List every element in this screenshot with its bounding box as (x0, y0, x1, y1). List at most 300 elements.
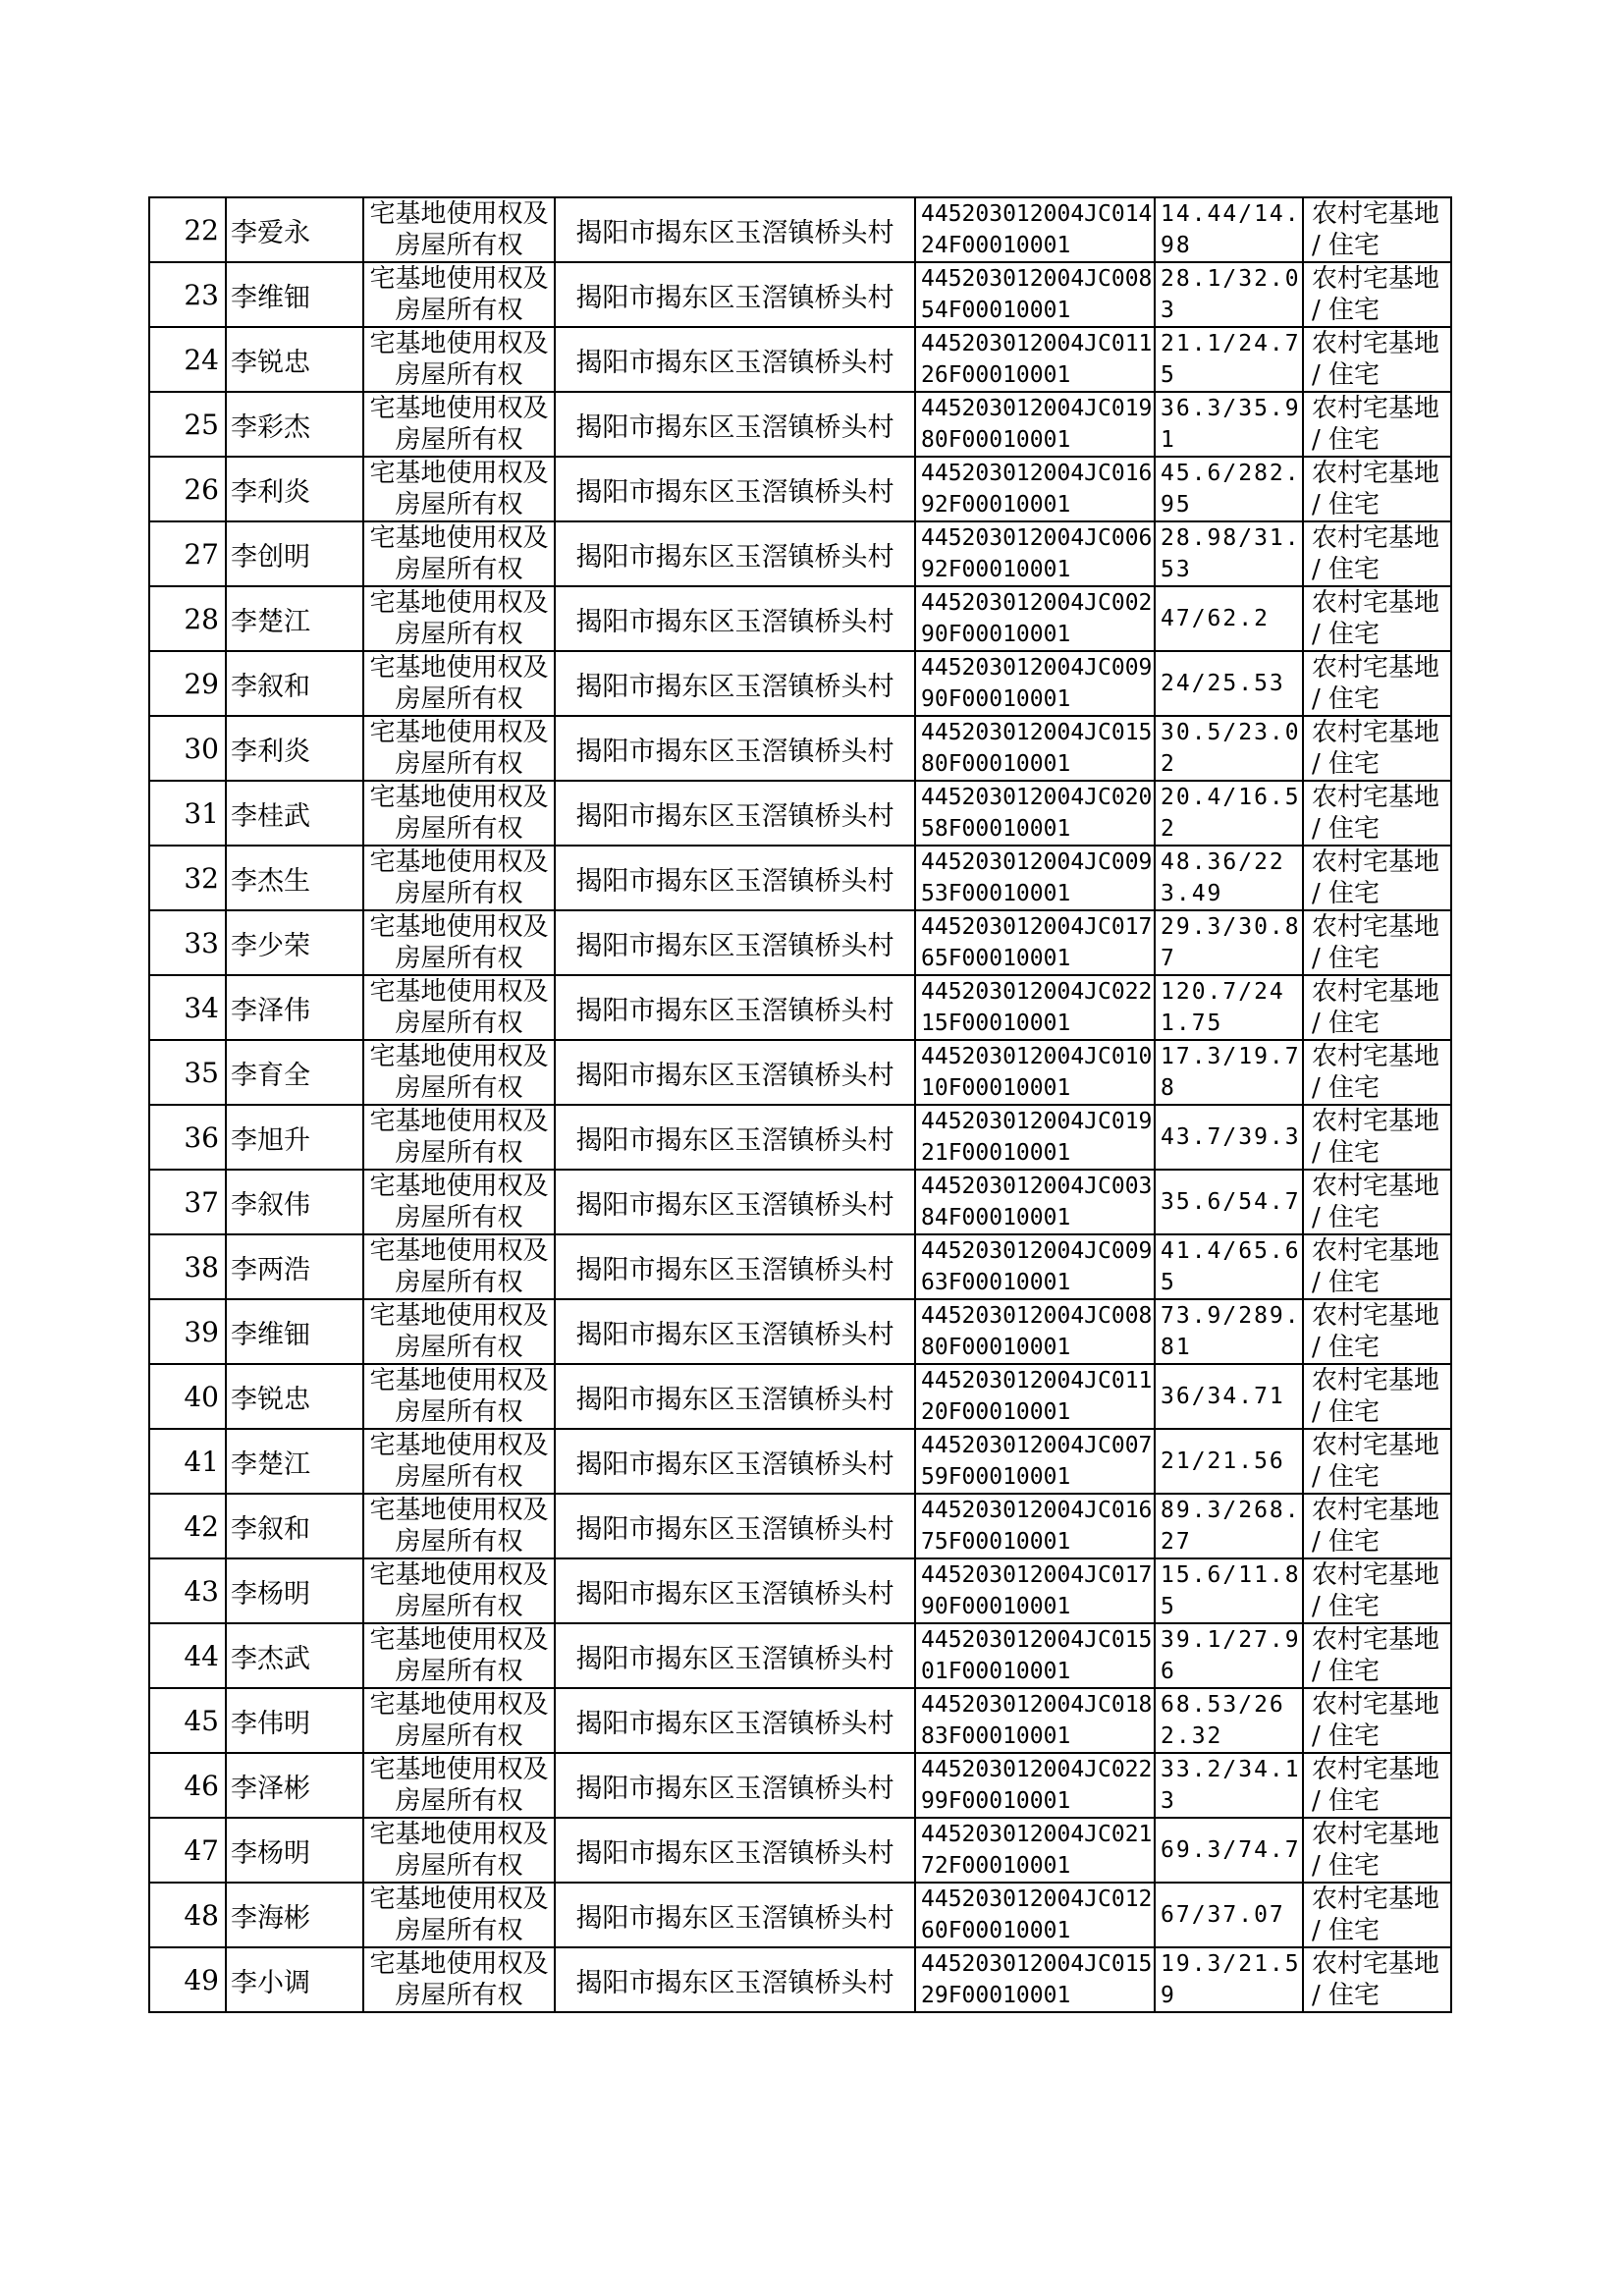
location-cell-text: 揭阳市揭东区玉滘镇桥头村 (575, 1708, 894, 1739)
use-type-cell (1303, 716, 1451, 781)
use-type-cell-text: 农村宅基地 / 住宅 (1312, 912, 1440, 973)
location-cell-text: 揭阳市揭东区玉滘镇桥头村 (575, 736, 894, 767)
owner-name-cell-text: 李桂武 (231, 800, 310, 832)
use-type-cell-text: 农村宅基地 / 住宅 (1312, 1042, 1440, 1103)
unit-code-cell (915, 1883, 1155, 1947)
row-number-cell-text: 46 (184, 1769, 219, 1802)
right-type-cell-text: 宅基地使用权及房屋所有权 (369, 523, 549, 584)
row-number-cell (149, 327, 226, 392)
owner-name-cell-text: 李杨明 (231, 1578, 310, 1610)
owner-name-cell-text: 李泽伟 (231, 995, 310, 1026)
table-row (149, 651, 1451, 716)
right-type-cell-text: 宅基地使用权及房屋所有权 (369, 1366, 549, 1427)
owner-name-cell-text: 李维钿 (231, 1319, 310, 1350)
right-type-cell (363, 1364, 555, 1429)
right-type-cell-text: 宅基地使用权及房屋所有权 (369, 912, 549, 973)
owner-name-cell-text: 李育全 (231, 1060, 310, 1091)
right-type-cell-text: 宅基地使用权及房屋所有权 (369, 1236, 549, 1297)
unit-code-cell-text: 445203012004JC01921F00010001 (921, 1109, 1153, 1166)
location-cell (555, 197, 915, 262)
table-row (149, 1170, 1451, 1234)
location-cell (555, 521, 915, 586)
row-number-cell (149, 975, 226, 1040)
right-type-cell (363, 1105, 555, 1170)
table-row (149, 327, 1451, 392)
owner-name-cell-text: 李杰武 (231, 1643, 310, 1674)
unit-code-cell-text: 445203012004JC01120F00010001 (921, 1368, 1153, 1425)
location-cell (555, 781, 915, 846)
area-cell-text: 39.1/27.96 (1161, 1627, 1301, 1684)
row-number-cell-text: 49 (184, 1963, 219, 1996)
area-cell (1155, 1753, 1303, 1818)
right-type-cell (363, 586, 555, 651)
use-type-cell (1303, 1299, 1451, 1364)
row-number-cell-text: 32 (184, 861, 219, 895)
row-number-cell-text: 35 (184, 1056, 219, 1089)
use-type-cell-text: 农村宅基地 / 住宅 (1312, 1625, 1440, 1686)
owner-name-cell-text: 李楚江 (231, 606, 310, 637)
unit-code-cell-text: 445203012004JC02215F00010001 (921, 979, 1153, 1036)
area-cell (1155, 1170, 1303, 1234)
location-cell (555, 1883, 915, 1947)
right-type-cell-text: 宅基地使用权及房屋所有权 (369, 1625, 549, 1686)
use-type-cell (1303, 781, 1451, 846)
right-type-cell (363, 975, 555, 1040)
owner-name-cell (226, 1623, 363, 1688)
location-cell (555, 1364, 915, 1429)
area-cell-text: 20.4/16.52 (1161, 785, 1301, 842)
owner-name-cell-text: 李利炎 (231, 736, 310, 767)
row-number-cell (149, 1883, 226, 1947)
owner-name-cell-text: 李少荣 (231, 930, 310, 961)
registration-table (148, 196, 1452, 2013)
location-cell-text: 揭阳市揭东区玉滘镇桥头村 (575, 995, 894, 1026)
table-row (149, 1818, 1451, 1883)
use-type-cell-text: 农村宅基地 / 住宅 (1312, 1949, 1440, 2010)
area-cell (1155, 846, 1303, 910)
use-type-cell-text: 农村宅基地 / 住宅 (1312, 523, 1440, 584)
area-cell-text: 30.5/23.02 (1161, 720, 1301, 777)
area-cell-text: 48.36/223.49 (1161, 849, 1285, 906)
table-row (149, 262, 1451, 327)
row-number-cell (149, 392, 226, 457)
owner-name-cell-text: 李维钿 (231, 282, 310, 313)
location-cell-text: 揭阳市揭东区玉滘镇桥头村 (575, 1060, 894, 1091)
unit-code-cell (915, 1364, 1155, 1429)
unit-code-cell-text: 445203012004JC01501F00010001 (921, 1627, 1153, 1684)
owner-name-cell-text: 李叙伟 (231, 1189, 310, 1221)
unit-code-cell-text: 445203012004JC01790F00010001 (921, 1562, 1153, 1619)
table-row (149, 521, 1451, 586)
row-number-cell (149, 197, 226, 262)
area-cell-text: 14.44/14.98 (1161, 201, 1301, 258)
owner-name-cell-text: 李锐忠 (231, 347, 310, 378)
row-number-cell (149, 1429, 226, 1494)
owner-name-cell-text: 李两浩 (231, 1254, 310, 1285)
right-type-cell-text: 宅基地使用权及房屋所有权 (369, 1885, 549, 1945)
right-type-cell (363, 1170, 555, 1234)
area-cell-text: 35.6/54.7 (1161, 1189, 1301, 1215)
table-row (149, 392, 1451, 457)
right-type-cell (363, 1040, 555, 1105)
right-type-cell-text: 宅基地使用权及房屋所有权 (369, 1107, 549, 1168)
right-type-cell (363, 457, 555, 521)
owner-name-cell-text: 李楚江 (231, 1448, 310, 1480)
owner-name-cell-text: 李泽彬 (231, 1773, 310, 1804)
right-type-cell (363, 521, 555, 586)
row-number-cell (149, 1623, 226, 1688)
right-type-cell-text: 宅基地使用权及房屋所有权 (369, 459, 549, 519)
owner-name-cell (226, 910, 363, 975)
location-cell-text: 揭阳市揭东区玉滘镇桥头村 (575, 930, 894, 961)
unit-code-cell (915, 197, 1155, 262)
row-number-cell-text: 38 (184, 1250, 219, 1284)
area-cell-text: 45.6/282.95 (1161, 461, 1301, 518)
location-cell (555, 910, 915, 975)
location-cell-text: 揭阳市揭东区玉滘镇桥头村 (575, 217, 894, 248)
use-type-cell-text: 农村宅基地 / 住宅 (1312, 1885, 1440, 1945)
row-number-cell-text: 39 (184, 1315, 219, 1348)
unit-code-cell (915, 586, 1155, 651)
row-number-cell-text: 47 (184, 1833, 219, 1867)
location-cell-text: 揭阳市揭东区玉滘镇桥头村 (575, 1254, 894, 1285)
owner-name-cell (226, 781, 363, 846)
location-cell (555, 1299, 915, 1364)
unit-code-cell (915, 1947, 1155, 2012)
owner-name-cell (226, 1429, 363, 1494)
location-cell-text: 揭阳市揭东区玉滘镇桥头村 (575, 1837, 894, 1869)
unit-code-cell (915, 1040, 1155, 1105)
right-type-cell-text: 宅基地使用权及房屋所有权 (369, 588, 549, 649)
right-type-cell (363, 1558, 555, 1623)
unit-code-cell (915, 1170, 1155, 1234)
use-type-cell-text: 农村宅基地 / 住宅 (1312, 1820, 1440, 1881)
use-type-cell-text: 农村宅基地 / 住宅 (1312, 977, 1440, 1038)
location-cell-text: 揭阳市揭东区玉滘镇桥头村 (575, 1967, 894, 1998)
location-cell (555, 1623, 915, 1688)
owner-name-cell-text: 李杰生 (231, 865, 310, 897)
right-type-cell (363, 1753, 555, 1818)
location-cell (555, 586, 915, 651)
row-number-cell (149, 1040, 226, 1105)
unit-code-cell-text: 445203012004JC02058F00010001 (921, 785, 1153, 842)
location-cell (555, 392, 915, 457)
unit-code-cell-text: 445203012004JC01010F00010001 (921, 1044, 1153, 1101)
owner-name-cell (226, 1105, 363, 1170)
area-cell (1155, 262, 1303, 327)
use-type-cell-text: 农村宅基地 / 住宅 (1312, 588, 1440, 649)
location-cell (555, 1947, 915, 2012)
location-cell-text: 揭阳市揭东区玉滘镇桥头村 (575, 1902, 894, 1934)
area-cell-text: 120.7/241.75 (1161, 979, 1285, 1036)
table-row (149, 1558, 1451, 1623)
table-row (149, 1429, 1451, 1494)
area-cell (1155, 457, 1303, 521)
unit-code-cell-text: 445203012004JC01126F00010001 (921, 331, 1153, 388)
row-number-cell (149, 910, 226, 975)
use-type-cell-text: 农村宅基地 / 住宅 (1312, 1236, 1440, 1297)
area-cell (1155, 586, 1303, 651)
unit-code-cell (915, 1299, 1155, 1364)
use-type-cell (1303, 457, 1451, 521)
area-cell (1155, 1558, 1303, 1623)
table-row (149, 197, 1451, 262)
owner-name-cell-text: 李海彬 (231, 1902, 310, 1934)
area-cell-text: 68.53/262.32 (1161, 1692, 1285, 1749)
owner-name-cell (226, 975, 363, 1040)
unit-code-cell-text: 445203012004JC01883F00010001 (921, 1692, 1153, 1749)
owner-name-cell (226, 457, 363, 521)
owner-name-cell (226, 262, 363, 327)
use-type-cell (1303, 1753, 1451, 1818)
area-cell-text: 28.98/31.53 (1161, 525, 1301, 582)
use-type-cell-text: 农村宅基地 / 住宅 (1312, 1690, 1440, 1751)
right-type-cell (363, 1234, 555, 1299)
use-type-cell-text: 农村宅基地 / 住宅 (1312, 264, 1440, 325)
location-cell (555, 651, 915, 716)
right-type-cell (363, 392, 555, 457)
row-number-cell (149, 716, 226, 781)
use-type-cell-text: 农村宅基地 / 住宅 (1312, 1431, 1440, 1492)
unit-code-cell-text: 445203012004JC00854F00010001 (921, 266, 1153, 323)
owner-name-cell-text: 李伟明 (231, 1708, 310, 1739)
location-cell-text: 揭阳市揭东区玉滘镇桥头村 (575, 1319, 894, 1350)
area-cell (1155, 651, 1303, 716)
right-type-cell-text: 宅基地使用权及房屋所有权 (369, 1172, 549, 1232)
area-cell-text: 36.3/35.91 (1161, 396, 1301, 453)
unit-code-cell (915, 1688, 1155, 1753)
row-number-cell (149, 1170, 226, 1234)
unit-code-cell-text: 445203012004JC01675F00010001 (921, 1498, 1153, 1555)
use-type-cell-text: 农村宅基地 / 住宅 (1312, 1496, 1440, 1557)
location-cell-text: 揭阳市揭东区玉滘镇桥头村 (575, 541, 894, 573)
unit-code-cell-text: 445203012004JC01765F00010001 (921, 914, 1153, 971)
right-type-cell (363, 1947, 555, 2012)
row-number-cell (149, 1234, 226, 1299)
area-cell (1155, 1947, 1303, 2012)
location-cell (555, 1688, 915, 1753)
owner-name-cell (226, 1299, 363, 1364)
right-type-cell (363, 910, 555, 975)
table-body (149, 197, 1451, 2012)
location-cell (555, 262, 915, 327)
owner-name-cell (226, 1234, 363, 1299)
right-type-cell (363, 327, 555, 392)
location-cell (555, 1234, 915, 1299)
location-cell (555, 327, 915, 392)
table-row (149, 586, 1451, 651)
owner-name-cell (226, 1558, 363, 1623)
row-number-cell (149, 586, 226, 651)
use-type-cell (1303, 586, 1451, 651)
table-row (149, 781, 1451, 846)
area-cell-text: 67/37.07 (1161, 1902, 1285, 1928)
table-row (149, 716, 1451, 781)
location-cell-text: 揭阳市揭东区玉滘镇桥头村 (575, 1124, 894, 1156)
row-number-cell-text: 26 (184, 472, 219, 506)
owner-name-cell-text: 李爱永 (231, 217, 310, 248)
unit-code-cell-text: 445203012004JC02299F00010001 (921, 1757, 1153, 1814)
right-type-cell-text: 宅基地使用权及房屋所有权 (369, 1301, 549, 1362)
unit-code-cell (915, 910, 1155, 975)
unit-code-cell (915, 651, 1155, 716)
use-type-cell-text: 农村宅基地 / 住宅 (1312, 1172, 1440, 1232)
table-row (149, 910, 1451, 975)
area-cell-text: 15.6/11.85 (1161, 1562, 1301, 1619)
area-cell-text: 21.1/24.75 (1161, 331, 1301, 388)
right-type-cell (363, 1429, 555, 1494)
unit-code-cell (915, 1753, 1155, 1818)
area-cell (1155, 1364, 1303, 1429)
owner-name-cell (226, 846, 363, 910)
row-number-cell-text: 37 (184, 1185, 219, 1219)
row-number-cell-text: 44 (184, 1639, 219, 1672)
unit-code-cell (915, 1429, 1155, 1494)
row-number-cell-text: 30 (184, 732, 219, 765)
unit-code-cell (915, 327, 1155, 392)
location-cell-text: 揭阳市揭东区玉滘镇桥头村 (575, 671, 894, 702)
table-row (149, 1623, 1451, 1688)
unit-code-cell (915, 1818, 1155, 1883)
area-cell-text: 28.1/32.03 (1161, 266, 1301, 323)
right-type-cell-text: 宅基地使用权及房屋所有权 (369, 847, 549, 908)
right-type-cell-text: 宅基地使用权及房屋所有权 (369, 1755, 549, 1816)
row-number-cell-text: 23 (184, 278, 219, 311)
use-type-cell (1303, 846, 1451, 910)
unit-code-cell-text: 445203012004JC01529F00010001 (921, 1951, 1153, 2008)
unit-code-cell-text: 445203012004JC01980F00010001 (921, 396, 1153, 453)
owner-name-cell (226, 327, 363, 392)
location-cell-text: 揭阳市揭东区玉滘镇桥头村 (575, 1448, 894, 1480)
location-cell (555, 457, 915, 521)
location-cell-text: 揭阳市揭东区玉滘镇桥头村 (575, 347, 894, 378)
use-type-cell-text: 农村宅基地 / 住宅 (1312, 847, 1440, 908)
right-type-cell-text: 宅基地使用权及房屋所有权 (369, 653, 549, 714)
use-type-cell (1303, 197, 1451, 262)
location-cell (555, 1494, 915, 1558)
area-cell (1155, 781, 1303, 846)
location-cell (555, 1753, 915, 1818)
area-cell-text: 24/25.53 (1161, 671, 1285, 696)
row-number-cell (149, 1947, 226, 2012)
location-cell (555, 1170, 915, 1234)
use-type-cell-text: 农村宅基地 / 住宅 (1312, 783, 1440, 844)
right-type-cell (363, 651, 555, 716)
area-cell-text: 73.9/289.81 (1161, 1303, 1301, 1360)
use-type-cell (1303, 1429, 1451, 1494)
owner-name-cell (226, 651, 363, 716)
use-type-cell (1303, 327, 1451, 392)
owner-name-cell (226, 1170, 363, 1234)
unit-code-cell-text: 445203012004JC00880F00010001 (921, 1303, 1153, 1360)
owner-name-cell-text: 李利炎 (231, 476, 310, 508)
row-number-cell (149, 1688, 226, 1753)
right-type-cell-text: 宅基地使用权及房屋所有权 (369, 329, 549, 390)
area-cell-text: 43.7/39.3 (1161, 1124, 1301, 1150)
area-cell (1155, 1494, 1303, 1558)
owner-name-cell-text: 李锐忠 (231, 1384, 310, 1415)
row-number-cell-text: 48 (184, 1898, 219, 1932)
location-cell-text: 揭阳市揭东区玉滘镇桥头村 (575, 1773, 894, 1804)
row-number-cell-text: 24 (184, 343, 219, 376)
unit-code-cell-text: 445203012004JC00759F00010001 (921, 1433, 1153, 1490)
right-type-cell (363, 1688, 555, 1753)
owner-name-cell (226, 1040, 363, 1105)
use-type-cell-text: 农村宅基地 / 住宅 (1312, 1107, 1440, 1168)
unit-code-cell (915, 1234, 1155, 1299)
right-type-cell-text: 宅基地使用权及房屋所有权 (369, 199, 549, 260)
area-cell (1155, 1688, 1303, 1753)
use-type-cell-text: 农村宅基地 / 住宅 (1312, 718, 1440, 779)
area-cell-text: 41.4/65.65 (1161, 1238, 1301, 1295)
table-row (149, 1364, 1451, 1429)
area-cell (1155, 1234, 1303, 1299)
table-row (149, 846, 1451, 910)
unit-code-cell (915, 781, 1155, 846)
area-cell (1155, 975, 1303, 1040)
unit-code-cell-text: 445203012004JC00692F00010001 (921, 525, 1153, 582)
location-cell (555, 1558, 915, 1623)
owner-name-cell (226, 197, 363, 262)
location-cell-text: 揭阳市揭东区玉滘镇桥头村 (575, 1643, 894, 1674)
use-type-cell (1303, 262, 1451, 327)
location-cell-text: 揭阳市揭东区玉滘镇桥头村 (575, 411, 894, 443)
area-cell-text: 29.3/30.87 (1161, 914, 1301, 971)
right-type-cell (363, 1883, 555, 1947)
location-cell (555, 1105, 915, 1170)
area-cell (1155, 1105, 1303, 1170)
right-type-cell-text: 宅基地使用权及房屋所有权 (369, 1431, 549, 1492)
owner-name-cell (226, 586, 363, 651)
location-cell (555, 1040, 915, 1105)
table-row (149, 1947, 1451, 2012)
row-number-cell (149, 262, 226, 327)
area-cell (1155, 910, 1303, 975)
unit-code-cell-text: 445203012004JC00384F00010001 (921, 1174, 1153, 1230)
right-type-cell-text: 宅基地使用权及房屋所有权 (369, 1042, 549, 1103)
unit-code-cell (915, 457, 1155, 521)
location-cell-text: 揭阳市揭东区玉滘镇桥头村 (575, 1513, 894, 1545)
table-row (149, 1105, 1451, 1170)
unit-code-cell (915, 262, 1155, 327)
owner-name-cell (226, 1364, 363, 1429)
unit-code-cell (915, 1558, 1155, 1623)
table-row (149, 1883, 1451, 1947)
row-number-cell (149, 651, 226, 716)
location-cell (555, 975, 915, 1040)
unit-code-cell-text: 445203012004JC00290F00010001 (921, 590, 1153, 647)
area-cell (1155, 1883, 1303, 1947)
location-cell (555, 716, 915, 781)
use-type-cell (1303, 1623, 1451, 1688)
owner-name-cell (226, 1753, 363, 1818)
row-number-cell (149, 1299, 226, 1364)
owner-name-cell (226, 1688, 363, 1753)
unit-code-cell-text: 445203012004JC00953F00010001 (921, 849, 1153, 906)
owner-name-cell-text: 李小调 (231, 1967, 310, 1998)
row-number-cell-text: 34 (184, 991, 219, 1024)
right-type-cell (363, 1299, 555, 1364)
table-row (149, 1299, 1451, 1364)
right-type-cell (363, 1494, 555, 1558)
location-cell-text: 揭阳市揭东区玉滘镇桥头村 (575, 800, 894, 832)
right-type-cell-text: 宅基地使用权及房屋所有权 (369, 1820, 549, 1881)
area-cell (1155, 716, 1303, 781)
unit-code-cell (915, 1105, 1155, 1170)
owner-name-cell-text: 李杨明 (231, 1837, 310, 1869)
right-type-cell-text: 宅基地使用权及房屋所有权 (369, 1496, 549, 1557)
right-type-cell (363, 1818, 555, 1883)
